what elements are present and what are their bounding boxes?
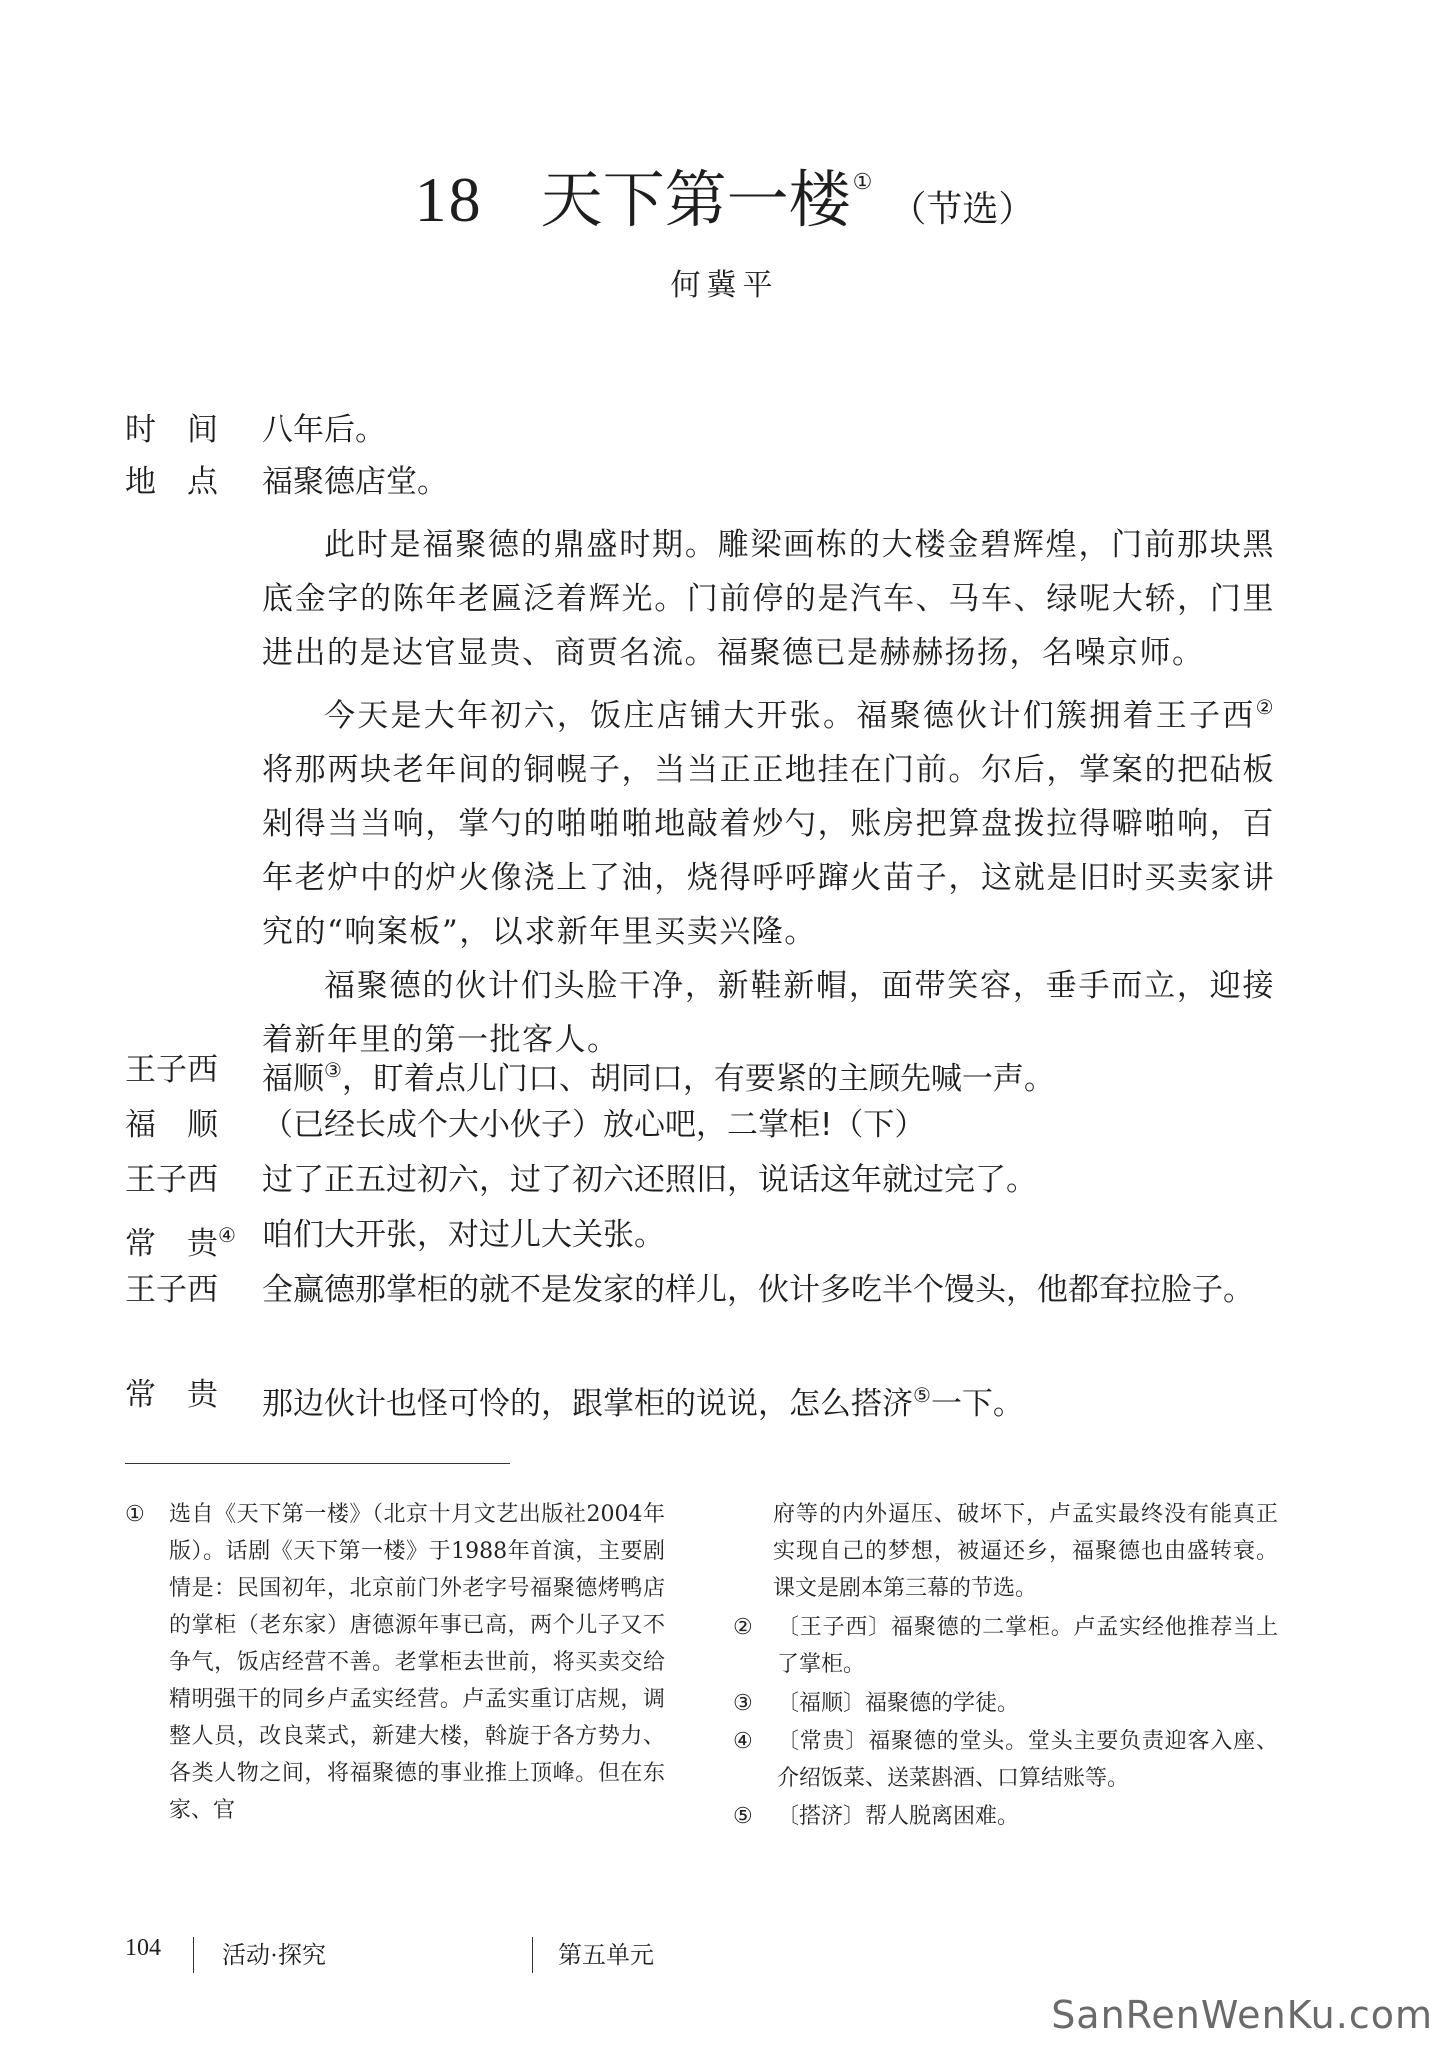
footnote-divider — [125, 1463, 510, 1464]
footnote-number: ① — [125, 1502, 145, 1527]
footnote-1 — [125, 1496, 665, 1829]
lesson-title — [0, 150, 1449, 239]
dialogue-line — [125, 1045, 1275, 1104]
lesson-title-main: 天下第一楼 — [540, 163, 851, 236]
footnote-number: ⑤ — [733, 1804, 753, 1829]
footer-divider — [193, 1937, 194, 1973]
dialogue-line — [125, 1155, 1275, 1205]
author-name: 何冀平 — [670, 268, 779, 303]
dialogue-text: 福顺③，盯着点儿门口、胡同口，有要紧的主顾先喊一声。 — [262, 1058, 1055, 1097]
footnote-mark[interactable]: ⑤ — [913, 1383, 931, 1407]
footnote-text: 〔福顺〕福聚德的学徒。 — [777, 1691, 1020, 1716]
footnote-mark[interactable]: ③ — [324, 1058, 342, 1082]
header-value: 八年后。 — [262, 412, 386, 448]
footer-unit: 第五单元 — [558, 1943, 654, 1969]
footnote-text: 选自《天下第一楼》（北京十月文艺出版社2004年版）。话剧《天下第一楼》于1988年首演，主要剧情是：民国初年，北京前门外老字号福聚德烤鸭店的掌柜（老东家）唐德源年事已高，两个儿子又不争气，饭店经营不善。老掌柜去世前，将买卖交给精明强干的同乡卢孟实经营。卢孟实重订店规，调整人员，改良菜式，新建大楼，斡旋于各方势力、各类人物之间，将福聚德的事业推上顶峰。但在东家、官 — [169, 1502, 665, 1823]
stage-paragraph — [262, 680, 1275, 959]
stage-text: 将那两块老年间的铜幌子，当当正正地挂在门前。尔后，掌案的把砧板剁得当当响，掌勺的啪啪啪地敲着炒勺，账房把算盘拨拉得噼啪响，百年老炉中的炉火像浇上了油，烧得呼呼蹿火苗子，这就是旧时买卖家讲究的“响案板”，以求新年里买卖兴隆。 — [262, 752, 1275, 950]
footnote-number: ④ — [733, 1729, 753, 1754]
footnote-text: 府等的内外逼压、破坏下，卢孟实最终没有能真正实现自己的梦想，被逼还乡，福聚德也由盛转衰。课文是剧本第三幕的节选。 — [773, 1502, 1278, 1601]
header-label: 地 点 — [125, 464, 218, 500]
title-footnote-mark[interactable]: ① — [852, 170, 873, 195]
footer-divider — [532, 1937, 533, 1973]
footer-section: 活动·探究 — [222, 1943, 326, 1969]
dialogue-line — [125, 1210, 1275, 1260]
footnote-mark[interactable]: ④ — [218, 1223, 236, 1247]
dialogue-text: 咱们大开张，对过儿大关张。 — [262, 1217, 665, 1253]
footnote-2 — [733, 1609, 1278, 1683]
speaker-name: 福 顺 — [125, 1107, 218, 1143]
dialogue-text: （已经长成个大小伙子）放心吧，二掌柜!（下） — [262, 1107, 926, 1143]
footnote-text: 〔王子西〕福聚德的二掌柜。卢孟实经他推荐当上了掌柜。 — [777, 1615, 1278, 1677]
header-line-place — [125, 457, 1275, 507]
footnote-number: ② — [733, 1615, 753, 1640]
footnote-text: 〔搭济〕帮人脱离困难。 — [777, 1804, 1020, 1829]
footnote-number: ③ — [733, 1691, 753, 1716]
dialogue-line — [125, 1265, 1275, 1315]
footnote-text: 〔常贵〕福聚德的堂头。堂头主要负责迎客入座、介绍饭菜、送菜斟酒、口算结账等。 — [777, 1729, 1278, 1791]
header-value: 福聚德店堂。 — [262, 464, 448, 500]
footnote-5 — [733, 1798, 1278, 1835]
footnote-1-continued — [773, 1496, 1278, 1607]
lesson-subtitle: （节选） — [890, 189, 1035, 230]
speaker-name: 常 贵 — [125, 1377, 218, 1413]
dialogue-line — [125, 1100, 1275, 1150]
speaker-name: 王子西 — [125, 1052, 218, 1088]
footnote-3 — [733, 1685, 1278, 1722]
stage-directions — [262, 518, 1275, 1067]
stage-paragraph: 福聚德的伙计们头脸干净，新鞋新帽，面带笑容，垂手而立，迎接着新年里的第一批客人。 — [262, 968, 1275, 1058]
stage-text: 今天是大年初六，饭庄店铺大开张。福聚德伙计们簇拥着王子西 — [324, 698, 1256, 734]
dialogue-text: 过了正五过初六，过了初六还照旧，说话这年就过完了。 — [262, 1162, 1037, 1198]
speaker-name: 王子西 — [125, 1272, 218, 1308]
dialogue-text: 那边伙计也怪可怜的，跟掌柜的说说，怎么搭济⑤一下。 — [262, 1383, 1024, 1422]
speaker-name: 王子西 — [125, 1162, 218, 1198]
lesson-number: 18 — [414, 164, 483, 235]
page-number: 104 — [125, 1935, 161, 1961]
watermark: SanRenWenKu.com — [1051, 1993, 1433, 2037]
speaker-name: 常 贵④ — [125, 1223, 236, 1262]
dialogue-text: 全赢德那掌柜的就不是发家的样儿，伙计多吃半个馒头，他都耷拉脸子。 — [262, 1272, 1254, 1308]
header-line-time — [125, 405, 1275, 455]
stage-paragraph: 此时是福聚德的鼎盛时期。雕梁画栋的大楼金碧辉煌，门前那块黑底金字的陈年老匾泛着辉光。门前停的是汽车、马车、绿呢大轿，门里进出的是达官显贵、商贾名流。福聚德已是赫赫扬扬，名噪京师。 — [262, 527, 1275, 671]
header-label: 时 间 — [125, 412, 218, 448]
footnote-mark[interactable]: ② — [1255, 695, 1275, 719]
dialogue-line — [125, 1370, 1275, 1429]
footnote-4 — [733, 1723, 1278, 1797]
